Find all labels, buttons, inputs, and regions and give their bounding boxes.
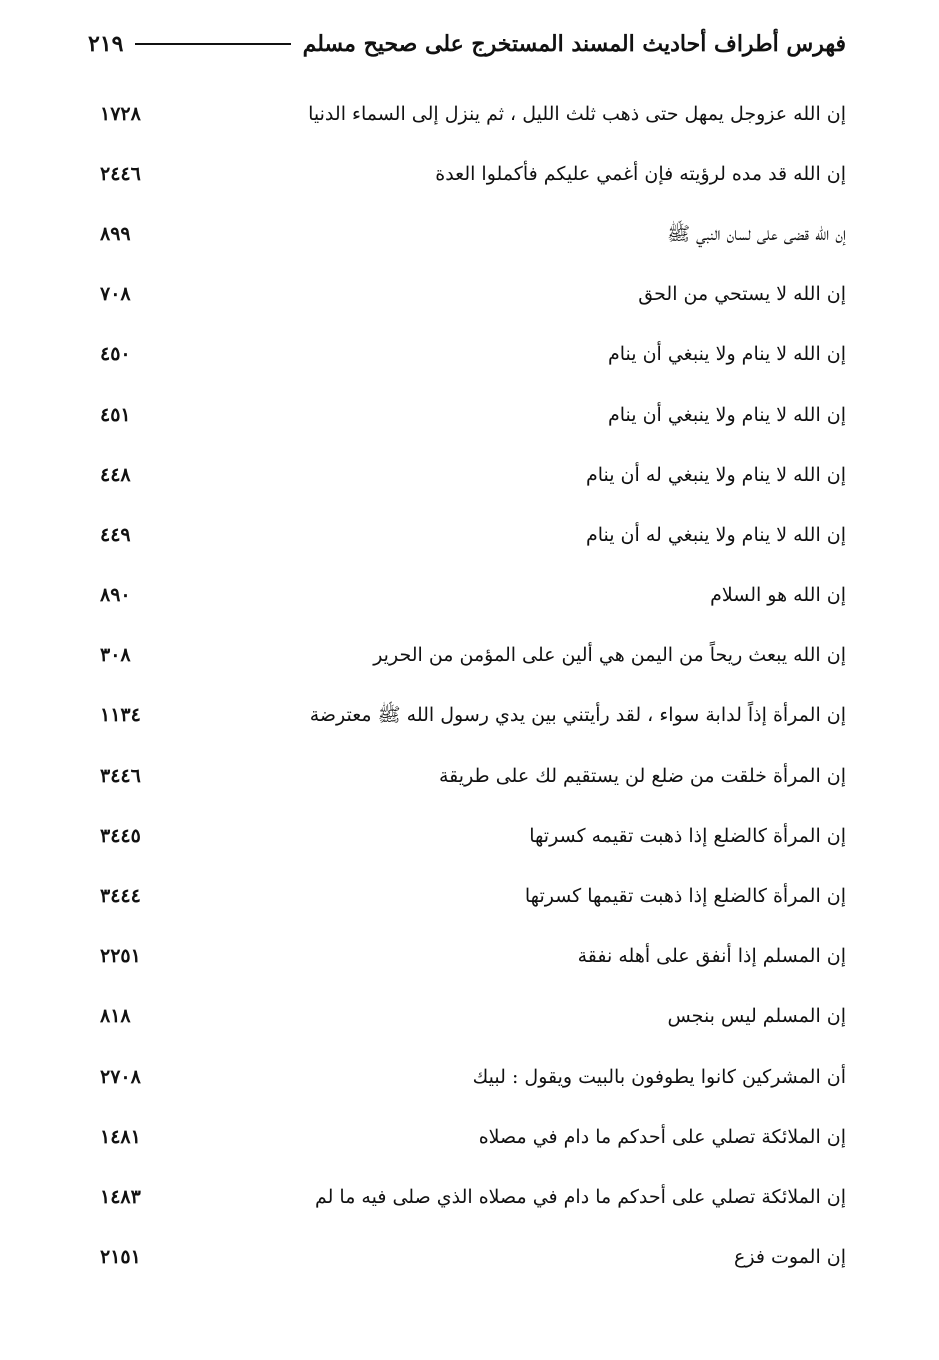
- entry-number: ٣٤٤٥: [100, 824, 141, 847]
- entry-text: إن المرأة كالضلع إذا ذهبت تقيمها كسرتها: [524, 885, 846, 908]
- index-entry: [100, 1167, 846, 1227]
- index-entry: [100, 927, 846, 987]
- entry-number: ٨١٨: [100, 1005, 131, 1028]
- index-entry: [100, 144, 846, 204]
- entry-number: ٤٤٨: [100, 463, 131, 486]
- entry-text: إن المرأة خلقت من ضلع لن يستقيم لك على طريقة: [438, 764, 846, 787]
- entry-text: إن الله لا يستحي من الحق: [638, 283, 846, 306]
- entry-number: ١٤٨٣: [100, 1185, 141, 1208]
- entry-number: ٢٤٤٦: [100, 162, 141, 185]
- entry-text: إن الله عزوجل يمهل حتى ذهب ثلث الليل ، ثم ينزل إلى السماء الدنيا: [308, 102, 846, 125]
- entry-number: ١٧٢٨: [100, 102, 141, 125]
- index-entry-list: [100, 84, 846, 1288]
- index-entry: [100, 325, 846, 385]
- entry-number: ٢٢٥١: [100, 945, 141, 968]
- index-entry: [100, 686, 846, 746]
- entry-text: إن الله يبعث ريحاً من اليمن هي ألين على المؤمن من الحرير: [373, 644, 846, 667]
- page-number: ٢١٩: [88, 31, 124, 57]
- entry-number: ٤٥٠: [100, 343, 131, 366]
- index-entry: [100, 505, 846, 565]
- entry-text: إن الله لا ينام ولا ينبغي له أن ينام: [585, 463, 846, 486]
- entry-number: ٨٩٩: [100, 222, 131, 245]
- index-entry: [100, 385, 846, 445]
- index-entry: [100, 566, 846, 626]
- index-entry: [100, 204, 846, 264]
- index-entry: [100, 866, 846, 926]
- entry-text: إن الله هو السلام: [710, 584, 846, 607]
- index-entry: [100, 265, 846, 325]
- entry-text: إن المرأة إذاً لدابة سواء ، لقد رأيتني بين يدي رسول الله ﷺ معترضة: [309, 704, 846, 727]
- entry-number: ٢١٥١: [100, 1246, 141, 1269]
- entry-text: إن الملائكة تصلي على أحدكم ما دام في مصلاه الذي صلى فيه ما لم: [314, 1185, 846, 1208]
- index-entry: [100, 626, 846, 686]
- entry-number: ٤٤٩: [100, 523, 131, 546]
- page-title: فهرس أطراف أحاديث المسند المستخرج على صحيح مسلم: [302, 31, 846, 57]
- index-entry: [100, 84, 846, 144]
- index-entry: [100, 1107, 846, 1167]
- entry-number: ٧٠٨: [100, 283, 131, 306]
- entry-text: إن الملائكة تصلي على أحدكم ما دام في مصلاه: [478, 1125, 846, 1148]
- entry-text: إن المسلم إذا أنفق على أهله نفقة: [577, 945, 846, 968]
- entry-text: إن الله لا ينام ولا ينبغي له أن ينام: [585, 523, 846, 546]
- index-entry: [100, 806, 846, 866]
- entry-number: ٤٥١: [100, 403, 131, 426]
- entry-number: ٢٧٠٨: [100, 1065, 141, 1088]
- entry-number: ٣٠٨: [100, 644, 131, 667]
- entry-number: ١٤٨١: [100, 1125, 141, 1148]
- entry-number: ٣٤٤٤: [100, 885, 141, 908]
- entry-text: أن المشركين كانوا يطوفون بالبيت ويقول : لبيك: [472, 1065, 846, 1088]
- index-entry: [100, 1047, 846, 1107]
- entry-number: ٨٩٠: [100, 584, 131, 607]
- entry-text: إن الموت فزع: [734, 1246, 846, 1269]
- entry-text: إن المسلم ليس بنجس: [667, 1005, 846, 1028]
- header-rule: [135, 43, 290, 45]
- entry-number: ٣٤٤٦: [100, 764, 141, 787]
- index-entry: [100, 445, 846, 505]
- entry-text: إن الله قد مده لرؤيته فإن أغمي عليكم فأكملوا العدة: [435, 162, 846, 185]
- index-entry: [100, 1228, 846, 1288]
- entry-text: إن الله لا ينام ولا ينبغي أن ينام: [607, 403, 846, 426]
- entry-number: ١١٣٤: [100, 704, 141, 727]
- index-entry: [100, 746, 846, 806]
- entry-text: إن الله لا ينام ولا ينبغي أن ينام: [607, 343, 846, 366]
- entry-text: إن المرأة كالضلع إذا ذهبت تقيمه كسرتها: [529, 824, 846, 847]
- index-entry: [100, 987, 846, 1047]
- page-header: [88, 22, 846, 66]
- entry-text: إن الله قضى على لسان النبي ﷺ: [667, 222, 846, 245]
